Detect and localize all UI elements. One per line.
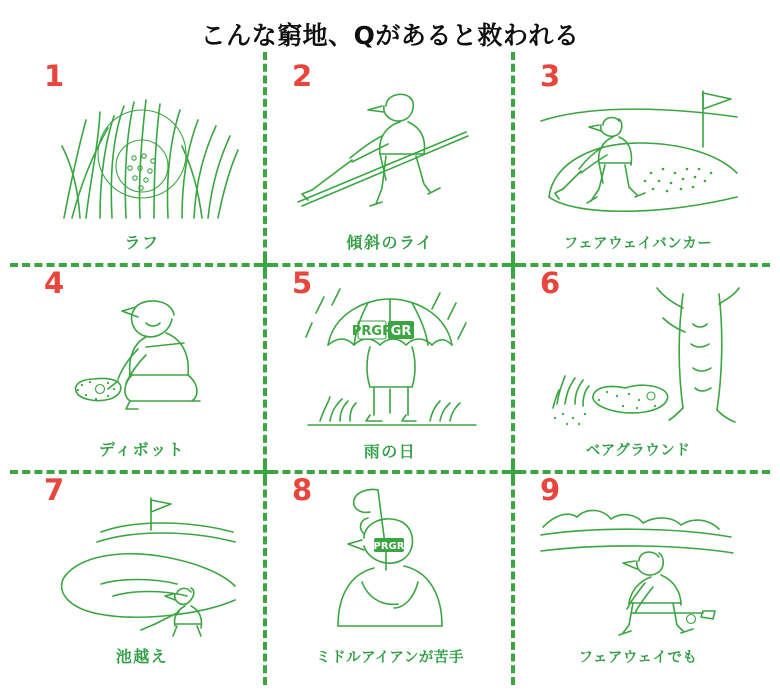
panel-number: 4 — [44, 266, 65, 300]
panel-caption: ディボット — [98, 440, 186, 459]
brand-text-left: PRGR — [351, 324, 393, 339]
panel-number: 8 — [292, 473, 313, 507]
panel-2[interactable] — [266, 58, 514, 265]
panel-caption: フェアウェイバンカー — [563, 236, 713, 252]
panel-5[interactable] — [266, 265, 514, 472]
panel-6[interactable] — [514, 265, 762, 472]
panel-grid — [18, 58, 762, 679]
panel-number: 2 — [292, 59, 313, 93]
panel-number: 3 — [540, 59, 561, 93]
panel-number: 6 — [540, 266, 561, 300]
panel-caption: ミドルアイアンが苦手 — [316, 650, 464, 666]
panel-8[interactable] — [266, 472, 514, 679]
brand-text-cap: PRGR — [373, 541, 405, 552]
panel-caption: 池越え — [115, 647, 169, 666]
panel-3[interactable] — [514, 58, 762, 265]
panel-1[interactable] — [18, 58, 266, 265]
panel-caption: フェアウェイでも — [578, 650, 698, 666]
svg-text:GR: GR — [390, 324, 412, 339]
page-title: こんな窮地、Qがあると救われる — [200, 21, 580, 50]
panel-number: 1 — [44, 59, 65, 93]
panel-caption: ラフ — [124, 233, 160, 252]
panel-caption: 傾斜のライ — [346, 233, 434, 252]
panel-number: 9 — [540, 473, 561, 507]
panel-caption: 雨の日 — [363, 442, 417, 461]
panel-7[interactable] — [18, 472, 266, 679]
panel-9[interactable] — [514, 472, 762, 679]
panel-number: 5 — [292, 266, 313, 300]
panel-caption: ベアグラウンド — [585, 443, 691, 459]
panel-number: 7 — [44, 473, 65, 507]
panel-4[interactable] — [18, 265, 266, 472]
